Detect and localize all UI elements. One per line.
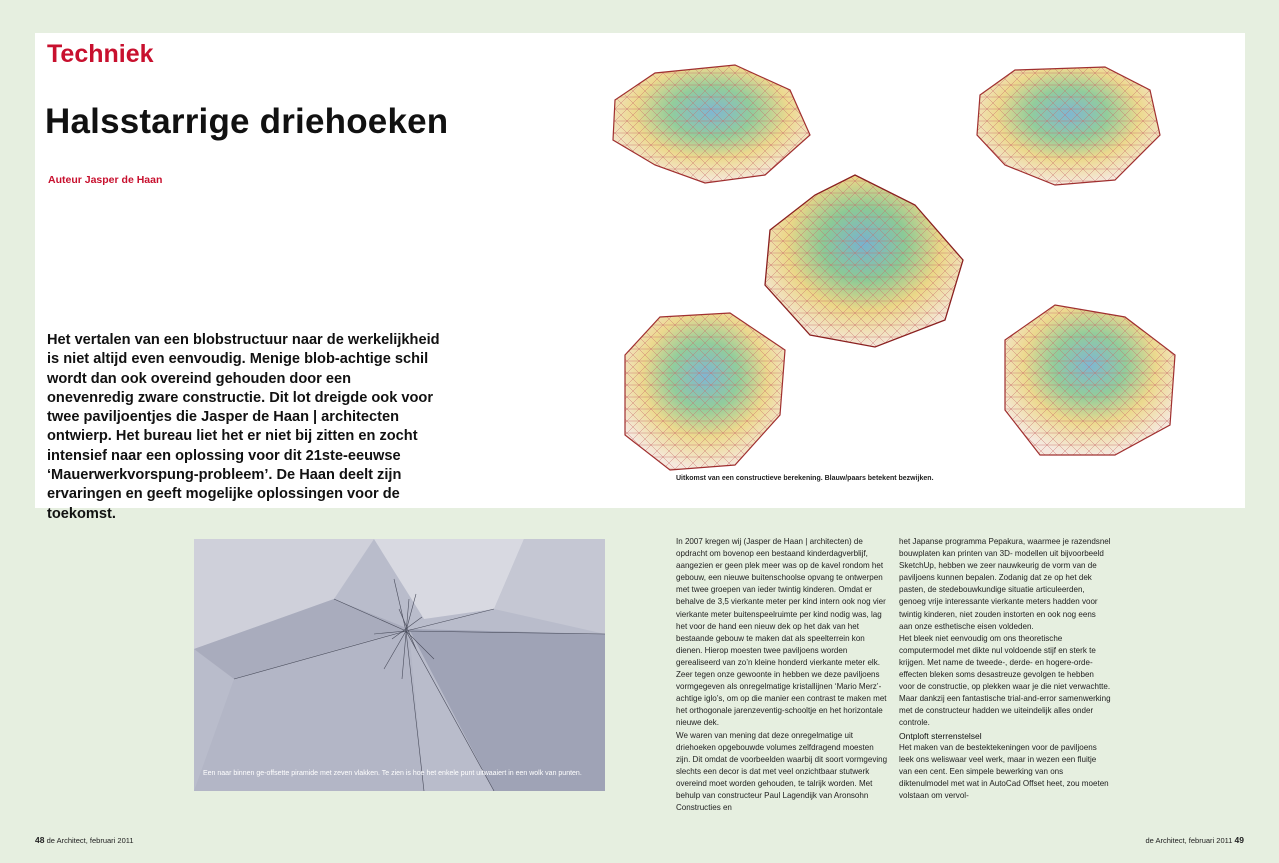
intro-paragraph: Het vertalen van een blobstructuur naar de werkelijkheid is niet altijd even eenvoudig. Menige blob-achtige schil wordt dan ook overeind gehouden door een onevenredig zware constructie. Dit lot dreigde ook voor twee paviljoentjes die Jasper de Haan | architecten ontwierp. Het bureau liet het er niet bij zitten en zocht intensief naar een oplossing voor dit 21ste-eeuwse ‘Mauerwerkvorspung-probleem’. De Haan deelt zijn ervaringen en geeft mogelijke oplossingen voor de toekomst. <box>47 332 440 522</box>
top-figure-caption: Uitkomst van een constructieve berekening. Blauw/paars betekent bezwijken. <box>676 475 934 482</box>
paragraph: het Japanse programma Pepakura, waarmee je razendsnel bouwplaten kan printen van 3D- modellen uit bijvoorbeeld SketchUp, hebben we zeer nauwkeurig de vorm van de paviljoens kunnen bepalen. Zodanig dat ze op het dek pasten, de stedebouwkundige situatie articuleerden, genoeg vrije interessante vierkante meters hadden voor twintig kinderen, niet zouden instorten en ook nog eens aan onze esthetische eisen voldeden. <box>899 537 1111 631</box>
pavilion-model-top-left <box>613 65 810 183</box>
article-title: Halsstarrige driehoeken <box>45 102 449 141</box>
paragraph: In 2007 kregen wij (Jasper de Haan | architecten) de opdracht om bovenop een bestaand kinderdagverblijf, aangezien er geen plek meer was op de kavel rondom het gebouw, een nieuwe buitenschoolse opvang te ontwerpen met twee groepen van ieder twintig kinderen. Omdat er behalve de 3,5 vierkante meter per kind intern ook nog vier vierkante meter buitenspeelruimte per kind nodig was, lag het voor de hand een nieuw dek op het dak van het bestaande gebouw te maken dat als speelterrein kon dienen. Hierop moesten twee paviljoens worden gerealiseerd van zo’n kleine honderd vierkante meter elk. Zeer tegen onze gewoonte in hebben we deze paviljoens vormgegeven als onregelmatige kristallijnen ‘Mario Merz’-achtige iglo’s, om op die manier een contrast te maken met het orthogonale jarenzeventig-schooltje en het horizontale nieuwe dek. <box>676 537 887 728</box>
body-column-2 <box>899 536 1111 802</box>
subheading: Ontploft sterrenstelsel <box>899 730 982 741</box>
footer-right <box>1145 835 1244 845</box>
pavilion-model-top-right <box>977 67 1160 185</box>
pavilion-model-bottom-right <box>1005 305 1175 455</box>
paragraph: Het bleek niet eenvoudig om ons theoretische computermodel met dikte nul voldoende stijf en sterk te krijgen. Met name de tweede-, derde- en hogere-orde-effecten bleken soms desastreuze gevolgen te hebben voor de constructie, op plekken waar je die niet verwachtte. Maar dankzij een fantastische trial-and-error samenwerking met de constructeur hadden we uiteindelijk alles onder controle. <box>899 633 1111 728</box>
publication-right: de Architect, februari 2011 <box>1145 836 1233 845</box>
offset-pyramid-figure <box>194 539 605 791</box>
paragraph: We waren van mening dat deze onregelmatige uit driehoeken opgebouwde volumes zelfdragend moesten zijn. Dit omdat de voorbeelden waarbij dit soort vormgeving slechts een decor is dat met veel onzichtbaar stutwerk overeind moet worden gehouden, te talrijk worden. Met behulp van constructeur Paul Lagendijk van Aronsohn Constructies en <box>676 730 888 813</box>
pavilion-model-bottom-left <box>625 313 785 470</box>
body-column-1 <box>676 536 888 814</box>
footer-left <box>35 835 134 845</box>
pavilion-model-center <box>765 175 963 347</box>
byline: Auteur Jasper de Haan <box>48 174 163 186</box>
publication-left: de Architect, februari 2011 <box>46 836 134 845</box>
page-number-right: 49 <box>1234 835 1244 845</box>
offset-pyramid-drawing <box>194 539 605 791</box>
bottom-figure-caption: Een naar binnen ge-offsette piramide met zeven vlakken. Te zien is hoe het enkele punt uitwaaiert in een wolk van punten. <box>203 770 582 777</box>
page-number-left: 48 <box>35 835 45 845</box>
section-label: Techniek <box>47 40 154 68</box>
paragraph: Het maken van de bestektekeningen voor de paviljoens leek ons weliswaar veel werk, maar in wezen een fluitje van een cent. Een simpele bewerking van ons diktenulmodel met wat in AutoCad Offset heet, zou moeten volstaan om vervol- <box>899 742 1109 800</box>
structural-analysis-figure <box>585 55 1240 485</box>
